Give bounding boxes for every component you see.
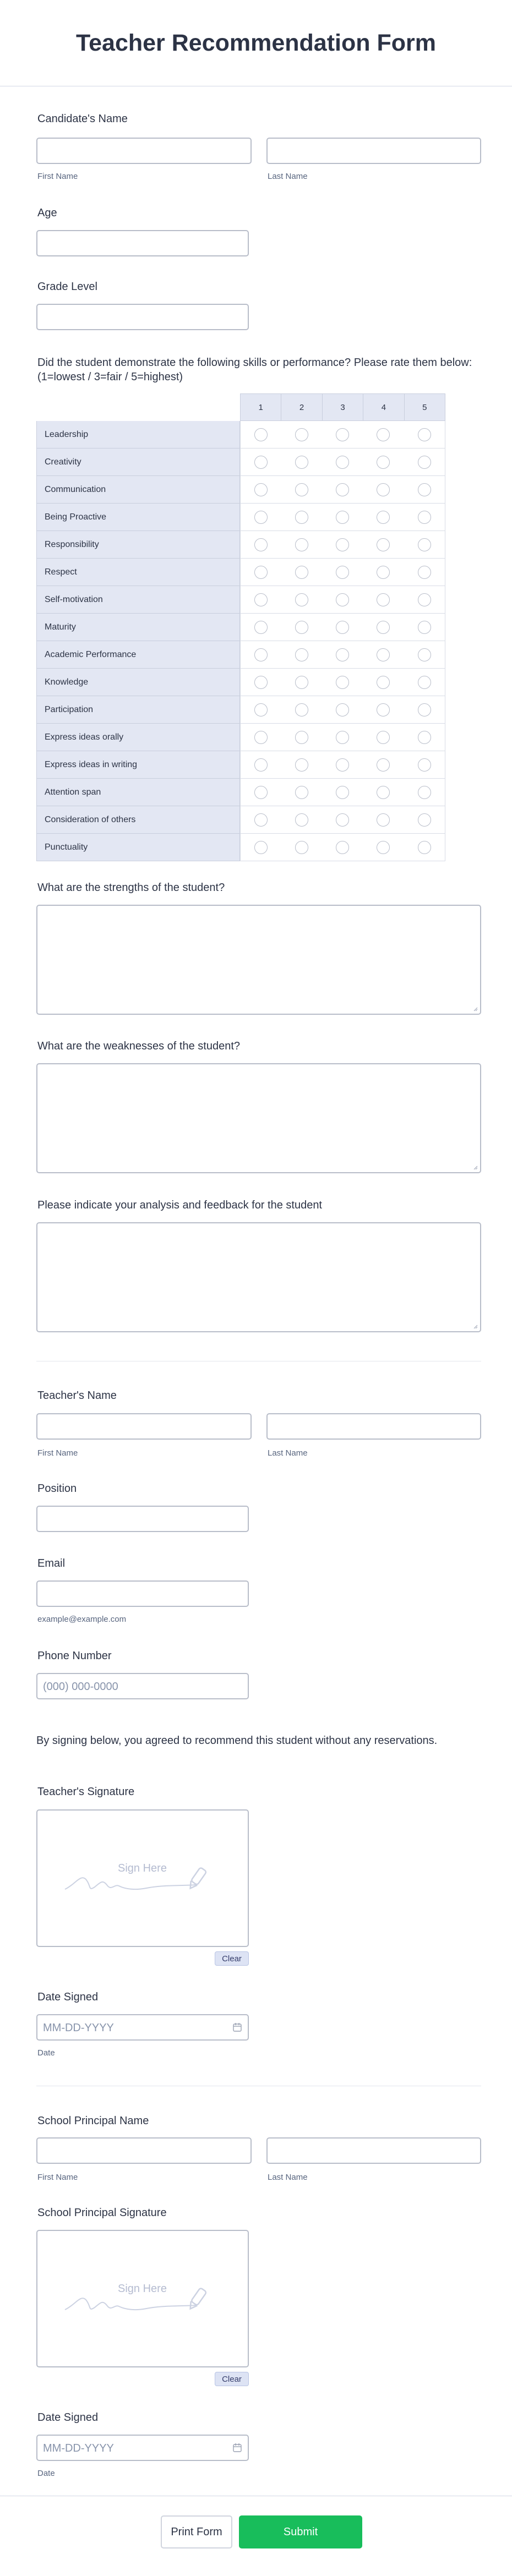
rating-radio[interactable] — [254, 676, 268, 689]
rating-radio[interactable] — [336, 428, 349, 441]
rating-radio[interactable] — [254, 456, 268, 469]
rating-cell — [322, 586, 363, 614]
rating-radio[interactable] — [418, 566, 431, 579]
rating-radio[interactable] — [295, 483, 308, 496]
rating-radio[interactable] — [295, 703, 308, 717]
candidate-last-name-sublabel: Last Name — [268, 172, 308, 181]
teacher-signature-pad[interactable] — [36, 1809, 249, 1947]
rating-radio[interactable] — [254, 511, 268, 524]
rating-radio[interactable] — [336, 813, 349, 827]
phone-label: Phone Number — [37, 1650, 112, 1662]
rating-row-label: Attention span — [36, 779, 240, 806]
rating-cell — [363, 504, 404, 531]
rating-radio[interactable] — [336, 593, 349, 606]
rating-radio[interactable] — [377, 786, 390, 799]
rating-radio[interactable] — [295, 841, 308, 854]
rating-cell — [281, 559, 322, 586]
rating-radio[interactable] — [377, 813, 390, 827]
rating-radio[interactable] — [254, 841, 268, 854]
rating-radio[interactable] — [418, 483, 431, 496]
teacher-name-label: Teacher's Name — [37, 1390, 117, 1402]
rating-cell — [363, 641, 404, 669]
rating-cell — [281, 834, 322, 861]
rating-cell — [322, 504, 363, 531]
rating-cell — [281, 806, 322, 834]
rating-radio[interactable] — [377, 566, 390, 579]
teacher-last-name-sublabel: Last Name — [268, 1448, 308, 1458]
rating-row-label: Academic Performance — [36, 641, 240, 669]
principal-date-signed-label: Date Signed — [37, 2411, 99, 2424]
rating-cell — [363, 421, 404, 449]
rating-radio[interactable] — [418, 786, 431, 799]
calendar-icon[interactable] — [232, 2443, 242, 2453]
rating-radio[interactable] — [336, 483, 349, 496]
rating-radio[interactable] — [254, 758, 268, 772]
rating-radio[interactable] — [295, 511, 308, 524]
principal-last-name-input[interactable] — [266, 2137, 481, 2164]
rating-cell — [322, 806, 363, 834]
rating-cell — [240, 421, 281, 449]
weaknesses-textarea[interactable] — [36, 1063, 481, 1173]
rating-radio[interactable] — [377, 648, 390, 661]
rating-cell — [363, 806, 404, 834]
rating-cell — [363, 834, 404, 861]
age-input[interactable] — [36, 230, 249, 256]
rating-cell — [240, 806, 281, 834]
rating-cell — [322, 531, 363, 559]
rating-radio[interactable] — [336, 648, 349, 661]
rating-cell — [240, 614, 281, 641]
resize-handle-icon[interactable] — [472, 1323, 478, 1329]
rating-cell — [404, 421, 445, 449]
rating-radio[interactable] — [418, 703, 431, 717]
rating-cell — [363, 724, 404, 751]
resize-handle-icon[interactable] — [472, 1164, 478, 1170]
grade-level-label: Grade Level — [37, 281, 97, 293]
principal-date-signed-sublabel: Date — [37, 2469, 55, 2478]
teacher-first-name-input[interactable] — [36, 1413, 252, 1440]
rating-cell — [404, 614, 445, 641]
rating-cell — [281, 614, 322, 641]
rating-radio[interactable] — [254, 703, 268, 717]
email-label: Email — [37, 1557, 66, 1569]
rating-radio[interactable] — [418, 538, 431, 551]
rating-radio[interactable] — [418, 428, 431, 441]
date-signed-label: Date Signed — [37, 1991, 99, 2003]
rating-cell — [281, 751, 322, 779]
rating-radio[interactable] — [336, 566, 349, 579]
date-signed-input[interactable] — [36, 2014, 249, 2041]
rating-cell — [404, 641, 445, 669]
rating-cell — [322, 476, 363, 504]
rating-cell — [363, 779, 404, 806]
rating-row-label: Express ideas orally — [36, 724, 240, 751]
rating-cell — [240, 476, 281, 504]
rating-cell — [404, 586, 445, 614]
print-form-button[interactable]: Print Form — [161, 2515, 232, 2548]
strengths-label: What are the strengths of the student? — [37, 882, 225, 894]
candidate-last-name-input[interactable] — [266, 138, 481, 164]
principal-first-name-sublabel: First Name — [37, 2173, 78, 2182]
signature-scribble-icon — [64, 2283, 229, 2316]
position-input[interactable] — [36, 1506, 249, 1532]
rating-cell — [240, 724, 281, 751]
rating-row-label: Responsibility — [36, 531, 240, 559]
rating-radio[interactable] — [254, 538, 268, 551]
rating-radio[interactable] — [295, 758, 308, 772]
rating-cell — [404, 724, 445, 751]
principal-signature-clear-button[interactable]: Clear — [215, 2372, 249, 2386]
rating-radio[interactable] — [295, 731, 308, 744]
rating-cell — [363, 449, 404, 476]
rating-cell — [240, 641, 281, 669]
candidate-first-name-input[interactable] — [36, 138, 252, 164]
principal-name-label: School Principal Name — [37, 2115, 149, 2127]
rating-cell — [322, 641, 363, 669]
rating-cell — [322, 751, 363, 779]
rating-cell — [240, 779, 281, 806]
rating-radio[interactable] — [336, 731, 349, 744]
rating-radio[interactable] — [418, 813, 431, 827]
rating-cell — [363, 531, 404, 559]
submit-button[interactable]: Submit — [239, 2515, 362, 2548]
rating-radio[interactable] — [377, 511, 390, 524]
rating-radio[interactable] — [295, 813, 308, 827]
signature-scribble-icon — [64, 1863, 229, 1896]
rating-radio[interactable] — [377, 676, 390, 689]
teacher-last-name-input[interactable] — [266, 1413, 481, 1440]
form-header — [0, 0, 512, 86]
rating-cell — [404, 504, 445, 531]
phone-placeholder: (000) 000-0000 — [43, 1681, 118, 1693]
rating-cell — [281, 504, 322, 531]
rating-question-label: Did the student demonstrate the following skills or performance? Please rate them below: (1=lowest / 3=fair / 5=highest) — [37, 357, 472, 383]
rating-radio[interactable] — [295, 566, 308, 579]
rating-radio[interactable] — [377, 483, 390, 496]
analysis-label: Please indicate your analysis and feedback for the student — [37, 1199, 322, 1211]
rating-radio[interactable] — [254, 566, 268, 579]
rating-column-header: 1 — [240, 393, 281, 421]
principal-signature-hint: Sign Here — [118, 2283, 167, 2295]
rating-cell — [363, 751, 404, 779]
rating-column-header: 3 — [322, 393, 363, 421]
principal-signature-pad[interactable] — [36, 2230, 249, 2367]
rating-cell — [322, 696, 363, 724]
rating-cell — [404, 834, 445, 861]
rating-radio[interactable] — [418, 841, 431, 854]
rating-cell — [363, 586, 404, 614]
rating-cell — [281, 449, 322, 476]
rating-cell — [240, 696, 281, 724]
rating-row-label: Respect — [36, 559, 240, 586]
rating-row-label: Express ideas in writing — [36, 751, 240, 779]
rating-radio[interactable] — [295, 593, 308, 606]
rating-radio[interactable] — [418, 648, 431, 661]
rating-cell — [240, 586, 281, 614]
rating-radio[interactable] — [336, 511, 349, 524]
form-title: Teacher Recommendation Form — [76, 29, 436, 56]
teacher-signature-hint: Sign Here — [118, 1862, 167, 1874]
grade-level-input[interactable] — [36, 304, 249, 330]
rating-radio[interactable] — [377, 621, 390, 634]
rating-radio[interactable] — [295, 676, 308, 689]
rating-radio[interactable] — [336, 621, 349, 634]
rating-row-label: Knowledge — [36, 669, 240, 696]
rating-row-label: Creativity — [36, 449, 240, 476]
rating-radio[interactable] — [254, 813, 268, 827]
rating-radio[interactable] — [295, 538, 308, 551]
rating-radio[interactable] — [254, 648, 268, 661]
calendar-icon[interactable] — [232, 2022, 242, 2032]
rating-radio[interactable] — [336, 676, 349, 689]
rating-cell — [281, 641, 322, 669]
rating-radio[interactable] — [254, 731, 268, 744]
rating-cell — [240, 751, 281, 779]
rating-cell — [404, 531, 445, 559]
age-label: Age — [37, 207, 57, 219]
rating-radio[interactable] — [377, 841, 390, 854]
rating-row-label: Self-motivation — [36, 586, 240, 614]
rating-cell — [281, 586, 322, 614]
rating-cell — [240, 559, 281, 586]
rating-cell — [240, 531, 281, 559]
teacher-signature-clear-button[interactable]: Clear — [215, 1951, 249, 1966]
email-sublabel: example@example.com — [37, 1615, 127, 1624]
candidate-first-name-sublabel: First Name — [37, 172, 78, 181]
rating-column-header: 5 — [404, 393, 445, 421]
rating-radio[interactable] — [295, 428, 308, 441]
rating-cell — [281, 779, 322, 806]
rating-cell — [322, 421, 363, 449]
rating-radio[interactable] — [418, 731, 431, 744]
rating-row-label: Maturity — [36, 614, 240, 641]
rating-cell — [363, 559, 404, 586]
rating-cell — [322, 559, 363, 586]
rating-radio[interactable] — [336, 841, 349, 854]
teacher-first-name-sublabel: First Name — [37, 1448, 78, 1458]
rating-cell — [240, 669, 281, 696]
principal-first-name-input[interactable] — [36, 2137, 252, 2164]
rating-row-label: Participation — [36, 696, 240, 724]
rating-radio[interactable] — [295, 621, 308, 634]
rating-radio[interactable] — [295, 456, 308, 469]
rating-radio[interactable] — [377, 731, 390, 744]
rating-radio[interactable] — [254, 621, 268, 634]
rating-matrix — [36, 393, 445, 861]
rating-cell — [322, 449, 363, 476]
rating-radio[interactable] — [295, 648, 308, 661]
rating-cell — [404, 449, 445, 476]
rating-radio[interactable] — [377, 593, 390, 606]
date-signed-sublabel: Date — [37, 2048, 55, 2058]
rating-radio[interactable] — [295, 786, 308, 799]
resize-handle-icon[interactable] — [472, 1006, 478, 1011]
rating-radio[interactable] — [336, 703, 349, 717]
strengths-textarea[interactable] — [36, 905, 481, 1015]
principal-signature-label: School Principal Signature — [37, 2207, 167, 2219]
rating-cell — [240, 834, 281, 861]
rating-cell — [404, 806, 445, 834]
rating-cell — [281, 724, 322, 751]
rating-radio[interactable] — [254, 428, 268, 441]
rating-radio[interactable] — [254, 786, 268, 799]
principal-date-signed-input[interactable] — [36, 2435, 249, 2461]
rating-cell — [404, 779, 445, 806]
rating-cell — [363, 669, 404, 696]
date-signed-placeholder: MM-DD-YYYY — [43, 2022, 114, 2034]
rating-cell — [363, 476, 404, 504]
rating-cell — [240, 449, 281, 476]
rating-cell — [240, 504, 281, 531]
rating-radio[interactable] — [336, 786, 349, 799]
rating-row-label: Punctuality — [36, 834, 240, 861]
rating-cell — [322, 614, 363, 641]
rating-cell — [281, 476, 322, 504]
rating-cell — [404, 669, 445, 696]
rating-radio[interactable] — [418, 621, 431, 634]
rating-cell — [363, 696, 404, 724]
rating-row-label: Being Proactive — [36, 504, 240, 531]
rating-radio[interactable] — [336, 456, 349, 469]
agreement-text: By signing below, you agreed to recommend this student without any reservations. — [36, 1735, 438, 1747]
principal-date-signed-placeholder: MM-DD-YYYY — [43, 2442, 114, 2454]
rating-radio[interactable] — [377, 538, 390, 551]
analysis-textarea[interactable] — [36, 1222, 481, 1332]
rating-cell — [404, 696, 445, 724]
rating-radio[interactable] — [336, 758, 349, 772]
rating-column-header: 2 — [281, 393, 322, 421]
rating-radio[interactable] — [418, 758, 431, 772]
rating-radio[interactable] — [377, 456, 390, 469]
rating-cell — [404, 476, 445, 504]
rating-cell — [281, 669, 322, 696]
rating-cell — [322, 724, 363, 751]
principal-last-name-sublabel: Last Name — [268, 2173, 308, 2182]
rating-cell — [281, 531, 322, 559]
teacher-signature-label: Teacher's Signature — [37, 1786, 135, 1798]
rating-radio[interactable] — [418, 593, 431, 606]
rating-cell — [404, 751, 445, 779]
rating-cell — [363, 614, 404, 641]
rating-radio[interactable] — [377, 428, 390, 441]
candidate-name-label: Candidate's Name — [37, 113, 128, 125]
rating-radio[interactable] — [254, 593, 268, 606]
rating-cell — [322, 834, 363, 861]
rating-row-label: Leadership — [36, 421, 240, 449]
rating-radio[interactable] — [377, 703, 390, 717]
weaknesses-label: What are the weaknesses of the student? — [37, 1040, 240, 1052]
rating-radio[interactable] — [377, 758, 390, 772]
rating-cell — [281, 421, 322, 449]
rating-row-label: Communication — [36, 476, 240, 504]
rating-cell — [322, 779, 363, 806]
rating-row-label: Consideration of others — [36, 806, 240, 834]
rating-radio[interactable] — [418, 456, 431, 469]
email-input[interactable] — [36, 1580, 249, 1607]
position-label: Position — [37, 1483, 77, 1495]
rating-cell — [281, 696, 322, 724]
rating-cell — [404, 559, 445, 586]
rating-radio[interactable] — [418, 676, 431, 689]
phone-input[interactable] — [36, 1673, 249, 1699]
rating-radio[interactable] — [336, 538, 349, 551]
rating-radio[interactable] — [254, 483, 268, 496]
rating-column-header: 4 — [363, 393, 404, 421]
rating-cell — [322, 669, 363, 696]
rating-radio[interactable] — [418, 511, 431, 524]
